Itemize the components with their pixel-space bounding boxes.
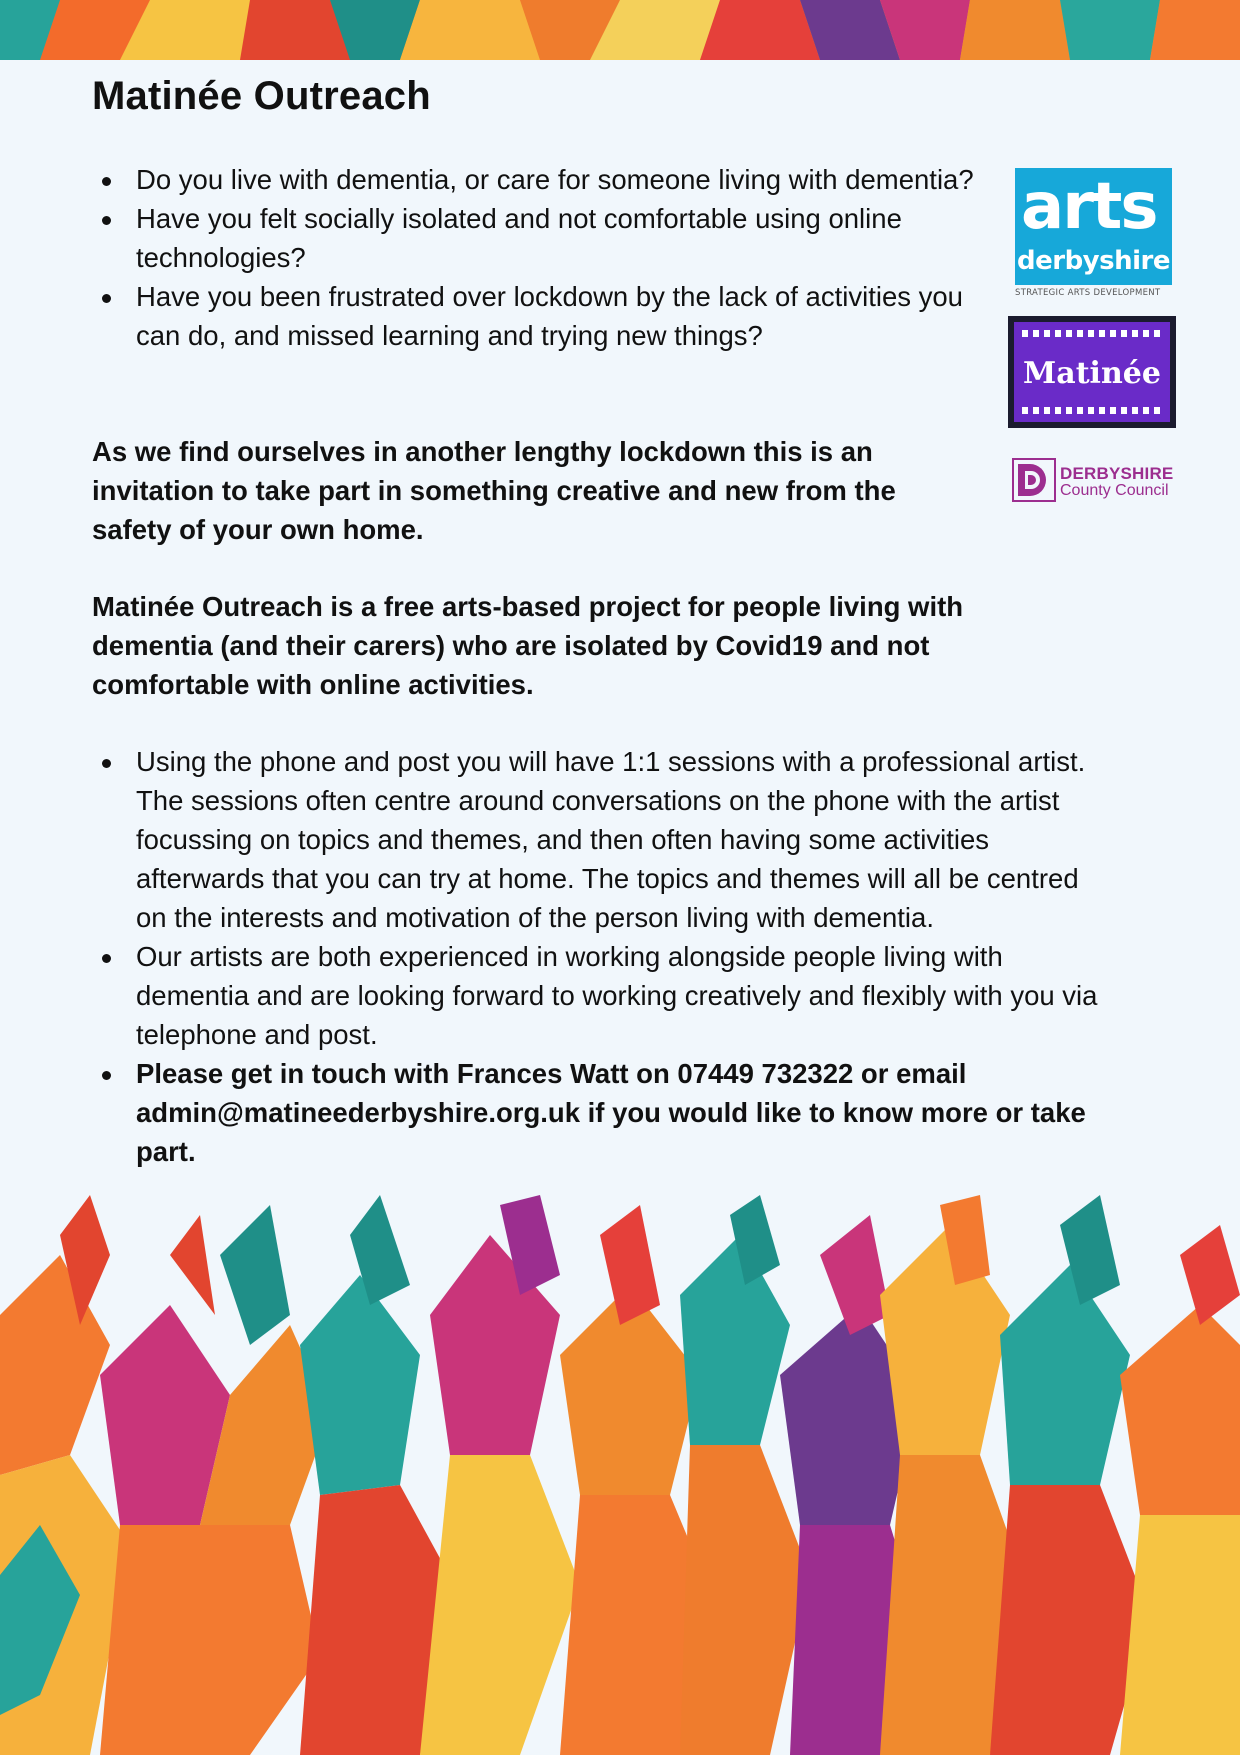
question-list <box>92 160 992 355</box>
derbyshire-county-council-logo <box>1012 458 1182 504</box>
arts-logo-word: arts <box>1021 170 1157 244</box>
matinee-logo <box>1008 316 1176 428</box>
film-strip-icon <box>1022 407 1162 414</box>
contact-item: Please get in touch with Frances Watt on 07449 732322 or email admin@matineederbyshire.org.uk if you would like to know more or take part. <box>92 1054 1102 1171</box>
list-item: Do you live with dementia, or care for someone living with dementia? <box>92 160 992 199</box>
list-item: Using the phone and post you will have 1:1 sessions with a professional artist. The sessions often centre around conversations on the phone with the artist focussing on topics and themes, and then often having some activities afterwards that you can try at home. The topics and themes will all be centred on the interests and motivation of the person living with dementia. <box>92 742 1102 937</box>
intro-paragraph: As we find ourselves in another lengthy lockdown this is an invitation to take part in something creative and new from the safety of your own home. <box>92 436 896 545</box>
dcc-logo-line2: County Council <box>1060 482 1169 499</box>
list-item: Have you been frustrated over lockdown by the lack of activities you can do, and missed learning and trying new things? <box>92 277 992 355</box>
arts-derbyshire-logo <box>1015 168 1172 298</box>
top-hands-banner <box>0 0 1240 60</box>
description-paragraph: Matinée Outreach is a free arts-based project for people living with dementia (and their carers) who are isolated by Covid19 and not comfortable with online activities. <box>92 591 964 700</box>
matinee-logo-word: Matinée <box>1023 356 1161 391</box>
film-strip-icon <box>1022 330 1162 337</box>
page-title: Matinée Outreach <box>92 74 431 118</box>
dcc-logo-line1: DERBYSHIRE <box>1060 464 1174 483</box>
raised-hands-illustration <box>0 1195 1240 1755</box>
dcc-d-mark-icon <box>1012 458 1056 502</box>
list-item: Our artists are both experienced in working alongside people living with dementia and are looking forward to working creatively and flexibly with you via telephone and post. <box>92 937 1102 1054</box>
details-list <box>92 742 1102 1171</box>
arts-logo-tagline: STRATEGIC ARTS DEVELOPMENT <box>1015 288 1161 298</box>
arts-logo-subword: derbyshire <box>1017 246 1170 276</box>
list-item: Have you felt socially isolated and not comfortable using online technologies? <box>92 199 992 277</box>
